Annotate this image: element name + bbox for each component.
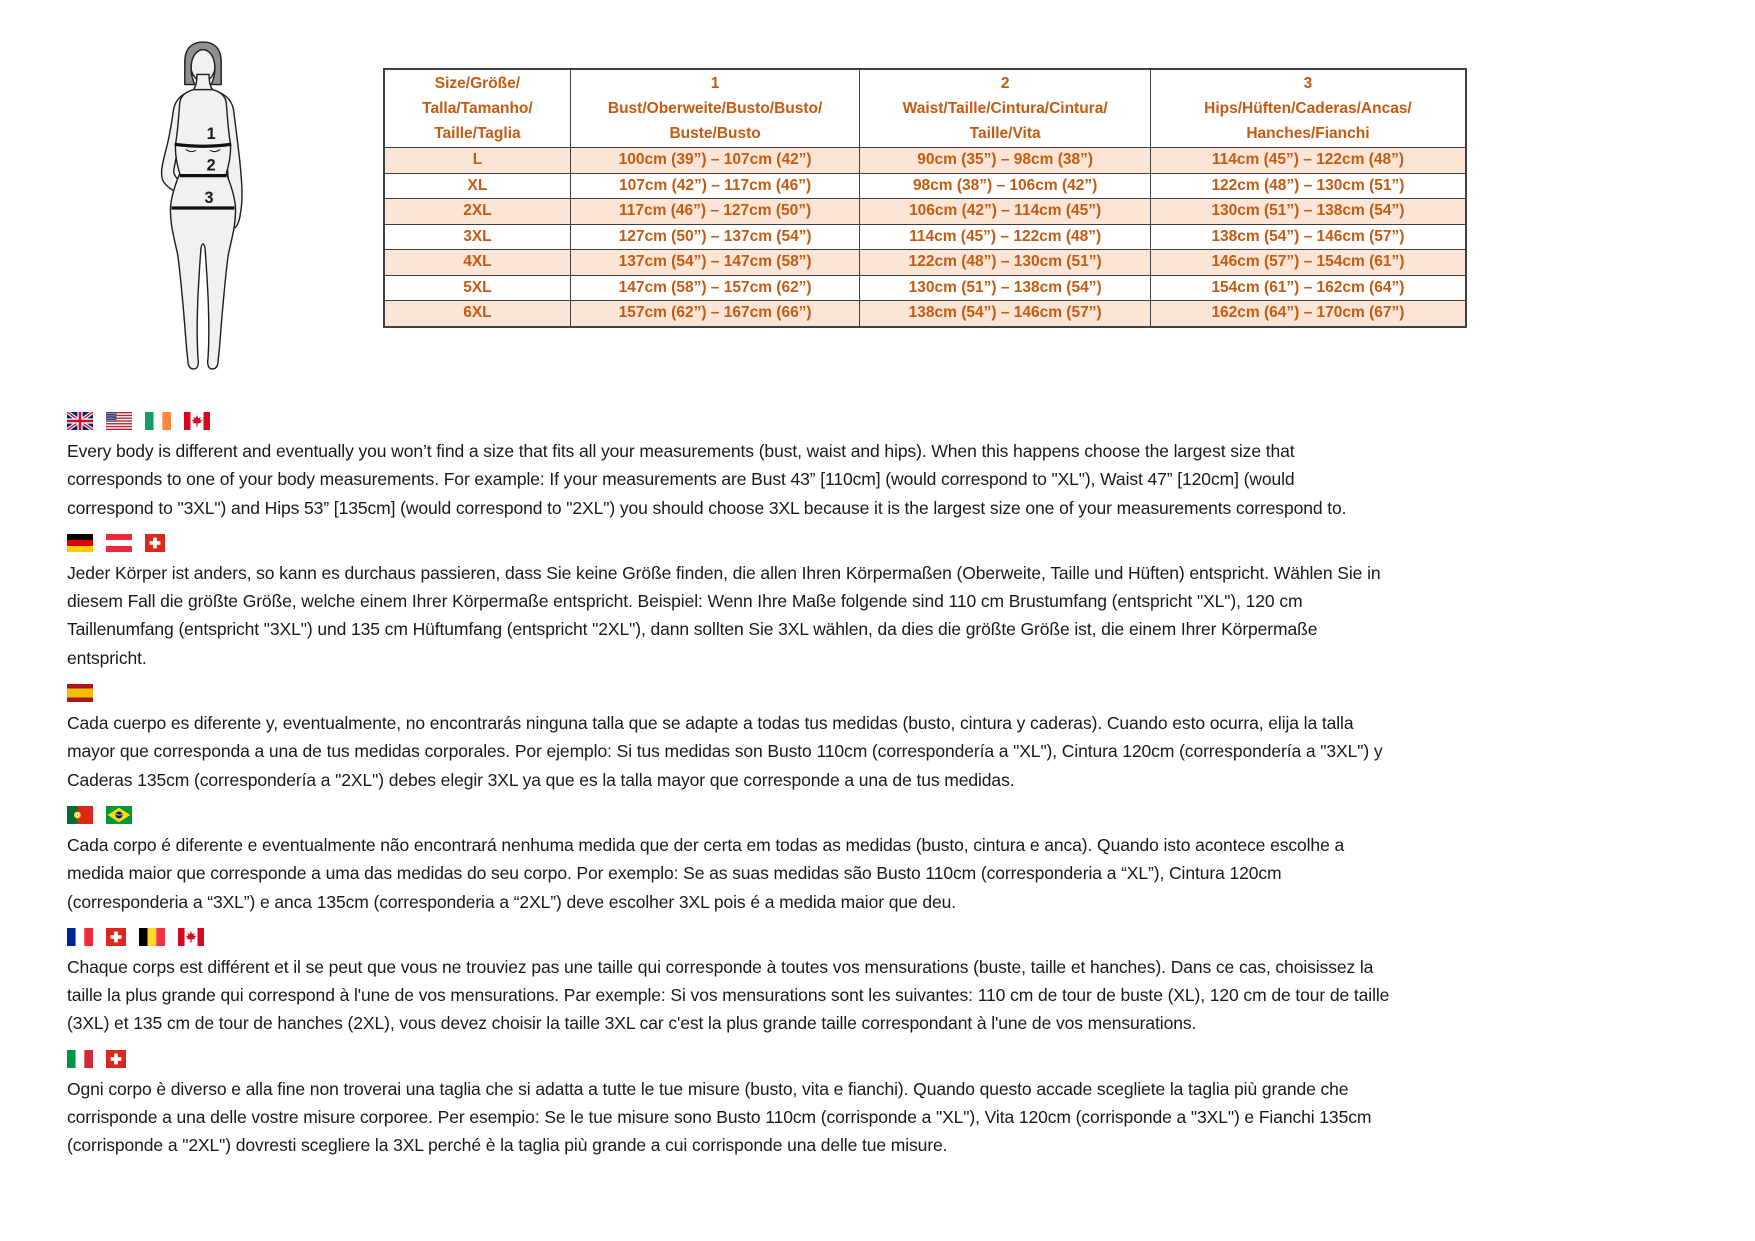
hips-cell: 114cm (45”) – 122cm (48”) — [1150, 148, 1466, 174]
paragraph-line: Ogni corpo è diverso e alla fine non troverai una taglia che si adatta a tutte le tue misure (busto, vita e fianchi). Quando questo accade scegliete la taglia più grande che — [67, 1078, 1349, 1099]
hips-marker-number: 3 — [204, 188, 214, 207]
paragraph-line: (corresponderia a “3XL”) e anca 135cm (corresponderia a “2XL”) deve escolher 3XL pois é a medida maior que deu. — [67, 891, 957, 912]
section-italian — [67, 1050, 1707, 1160]
waist-marker-number: 2 — [206, 156, 216, 175]
bust-cell: 147cm (58”) – 157cm (62”) — [570, 275, 860, 301]
female-silhouette-icon — [146, 38, 260, 374]
paragraph-line: Every body is different and eventually you won’t find a size that fits all your measurements (bust, waist and hips). When this happens choose the largest size that — [67, 441, 1295, 461]
paragraph-line: (corrisponde a "2XL") dovresti scegliere la 3XL perché è la taglia più grande a cui corrisponde una delle tue misure. — [67, 1135, 948, 1156]
ireland-flag-icon — [145, 412, 171, 430]
bust-cell: 137cm (54”) – 147cm (58”) — [570, 250, 860, 276]
table-row-3xl — [384, 224, 1466, 250]
paragraph-line: corrisponde a una delle vostre misure corporee. Per esempio: Se le tue misure sono Busto 110cm (corrisponde a "XL"), Vita 120cm (corrisponde a "3XL") e Fianchi 135cm — [67, 1107, 1372, 1128]
size-cell: 2XL — [384, 199, 570, 225]
paragraph-line: medida maior que corresponde a uma das medidas do seu corpo. Por exemplo: Se as suas medidas são Busto 110cm (corresponderia a “XL”), Cintura 120cm — [67, 863, 1282, 884]
section-german — [67, 534, 1707, 672]
english-paragraph — [67, 437, 1707, 522]
germany-flag-icon — [67, 534, 93, 552]
paragraph-line: Chaque corps est différent et il se peut que vous ne trouviez pas une taille qui corresponde à toutes vos mensurations (buste, taille et hanches). Dans ce cas, choisissez la — [67, 956, 1374, 977]
usa-flag-icon — [106, 412, 132, 430]
portuguese-flag-row — [67, 806, 1707, 824]
hips-cell: 122cm (48”) – 130cm (51”) — [1150, 173, 1466, 199]
table-row-4xl — [384, 250, 1466, 276]
paragraph-line: diesem Fall die größte Größe, welche einem Ihrer Körpermaße entspricht. Beispiel: Wenn Ihre Maße folgende sind 110 cm Brustumfang (entspricht "XL"), 120 cm — [67, 591, 1303, 612]
waist-cell: 114cm (45”) – 122cm (48”) — [860, 224, 1151, 250]
column-header-1: 1 Bust/Oberweite/Busto/Busto/ Buste/Busto — [570, 69, 860, 148]
size-cell: XL — [384, 173, 570, 199]
english-flag-row — [67, 412, 1707, 430]
switzerland-flag-icon — [106, 1050, 126, 1068]
switzerland-flag-icon — [106, 928, 126, 946]
size-cell: 3XL — [384, 224, 570, 250]
bust-cell: 157cm (62”) – 167cm (66”) — [570, 301, 860, 327]
column-header-0: Size/Größe/ Talla/Tamanho/ Taille/Taglia — [384, 69, 570, 148]
belgium-flag-icon — [139, 928, 165, 946]
size-cell: 4XL — [384, 250, 570, 276]
paragraph-line: (3XL) et 135 cm de tour de hanches (2XL), vous devez choisir la taille 3XL car c'est la plus grande taille correspondant à l'une de vos mensurations. — [67, 1013, 1197, 1034]
paragraph-line: Cada corpo é diferente e eventualmente não encontrará nenhuma medida que der certa em todas as medidas (busto, cintura e anca). Quando isto acontece escolhe a — [67, 834, 1345, 855]
column-header-3: 3 Hips/Hüften/Caderas/Ancas/ Hanches/Fianchi — [1150, 69, 1466, 148]
italian-paragraph — [67, 1075, 1707, 1160]
size-cell: 6XL — [384, 301, 570, 327]
waist-cell: 98cm (38”) – 106cm (42”) — [860, 173, 1151, 199]
paragraph-line: Caderas 135cm (correspondería a "2XL") debes elegir 3XL ya que es la talla mayor que corresponde a una de tus medidas. — [67, 769, 1015, 790]
portuguese-paragraph — [67, 831, 1707, 916]
canada-flag-icon — [178, 928, 204, 946]
austria-flag-icon — [106, 534, 132, 552]
brazil-flag-icon — [106, 806, 132, 824]
table-row-xl — [384, 173, 1466, 199]
table-row-6xl — [384, 301, 1466, 327]
hips-cell: 138cm (54”) – 146cm (57”) — [1150, 224, 1466, 250]
bust-cell: 100cm (39”) – 107cm (42”) — [570, 148, 860, 174]
bust-cell: 117cm (46”) – 127cm (50”) — [570, 199, 860, 225]
hips-cell: 162cm (64”) – 170cm (67”) — [1150, 301, 1466, 327]
section-portuguese — [67, 806, 1707, 916]
waist-cell: 122cm (48”) – 130cm (51”) — [860, 250, 1151, 276]
spain-flag-icon — [67, 684, 93, 702]
section-french — [67, 928, 1707, 1038]
hips-cell: 146cm (57”) – 154cm (61”) — [1150, 250, 1466, 276]
section-spanish — [67, 684, 1707, 794]
waist-cell: 130cm (51”) – 138cm (54”) — [860, 275, 1151, 301]
italian-flag-row — [67, 1050, 1707, 1068]
italy-flag-icon — [67, 1050, 93, 1068]
paragraph-line: entspricht. — [67, 647, 147, 668]
table-row-l — [384, 148, 1466, 174]
paragraph-line: corresponds to one of your body measurements. For example: If your measurements are Bust 43” [110cm] (would correspond to "XL"), Waist 47” [120cm] (would — [67, 469, 1295, 490]
portugal-flag-icon — [67, 806, 93, 824]
france-flag-icon — [67, 928, 93, 946]
waist-cell: 138cm (54”) – 146cm (57”) — [860, 301, 1151, 327]
hips-cell: 154cm (61”) – 162cm (64”) — [1150, 275, 1466, 301]
german-flag-row — [67, 534, 1707, 552]
language-sections — [67, 412, 1707, 1172]
german-paragraph — [67, 559, 1707, 672]
bust-cell: 127cm (50”) – 137cm (54”) — [570, 224, 860, 250]
paragraph-line: Cada cuerpo es diferente y, eventualmente, no encontrarás ninguna talla que se adapte a todas tus medidas (busto, cintura y caderas). Cuando esto ocurra, elija la talla — [67, 713, 1354, 734]
uk-flag-icon — [67, 412, 93, 430]
paragraph-line: correspond to "3XL") and Hips 53” [135cm] (would correspond to "2XL") you should choose 3XL because it is the largest size one of your measurements correspond to. — [67, 497, 1347, 518]
switzerland-flag-icon — [145, 534, 165, 552]
body-measurement-figure — [146, 38, 260, 374]
table-row-5xl — [384, 275, 1466, 301]
section-english — [67, 412, 1707, 522]
bust-cell: 107cm (42”) – 117cm (46”) — [570, 173, 860, 199]
spanish-flag-row — [67, 684, 1707, 702]
bust-marker-number: 1 — [206, 125, 216, 144]
table-row-2xl — [384, 199, 1466, 225]
size-cell: 5XL — [384, 275, 570, 301]
waist-cell: 106cm (42”) – 114cm (45”) — [860, 199, 1151, 225]
size-table — [383, 68, 1467, 328]
paragraph-line: Taillenumfang (entspricht "3XL") und 135 cm Hüftumfang (entspricht "2XL"), dann sollten Sie 3XL wählen, da dies die größte Größe ist, die einem Ihrer Körpermaße — [67, 619, 1318, 640]
paragraph-line: taille la plus grande qui correspond à l'une de vos mensurations. Par exemple: Si vos mensurations sont les suivantes: 110 cm de tour de buste (XL), 120 cm de tour de taille — [67, 985, 1390, 1006]
spanish-paragraph — [67, 709, 1707, 794]
french-flag-row — [67, 928, 1707, 946]
paragraph-line: mayor que corresponda a una de tus medidas corporales. Por ejemplo: Si tus medidas son Busto 110cm (correspondería a "XL"), Cintura 120cm (correspondería a "3XL") y — [67, 741, 1383, 762]
paragraph-line: Jeder Körper ist anders, so kann es durchaus passieren, dass Sie keine Größe finden, die allen Ihren Körpermaßen (Oberweite, Taille und Hüften) entspricht. Wählen Sie in — [67, 562, 1381, 583]
column-header-2: 2 Waist/Taille/Cintura/Cintura/ Taille/Vita — [860, 69, 1151, 148]
size-cell: L — [384, 148, 570, 174]
hips-cell: 130cm (51”) – 138cm (54”) — [1150, 199, 1466, 225]
french-paragraph — [67, 953, 1707, 1038]
waist-cell: 90cm (35”) – 98cm (38”) — [860, 148, 1151, 174]
canada-flag-icon — [184, 412, 210, 430]
table-header-row — [384, 69, 1466, 148]
